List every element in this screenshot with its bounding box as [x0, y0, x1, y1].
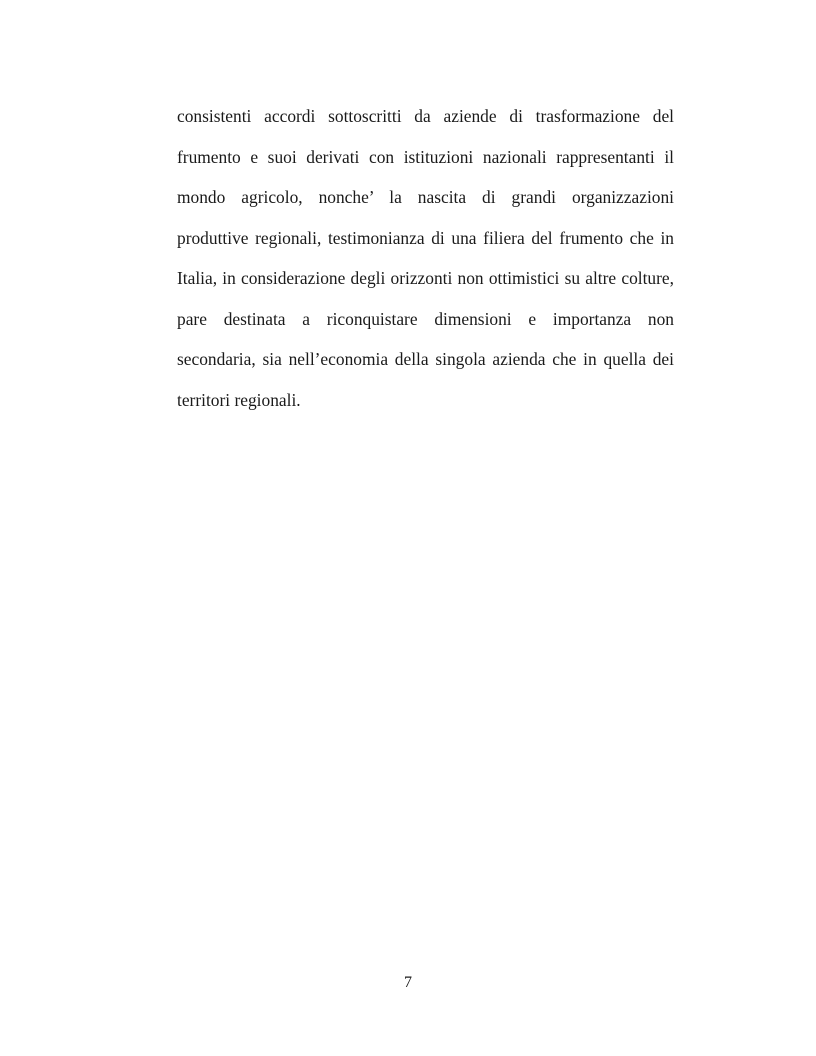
page-number: 7 [404, 974, 412, 991]
paragraph-line: pare destinata a riconquistare dimensioni e importanza non [177, 308, 674, 329]
paragraph-line: mondo agricolo, nonche’ la nascita di grandi organizzazioni [177, 187, 674, 207]
paragraph-line: produttive regionali, testimonianza di una filiera del frumento che in [177, 227, 674, 248]
body-paragraph [177, 100, 674, 424]
paragraph-line: secondaria, sia nell’economia della singola azienda che in quella dei [177, 349, 674, 369]
paragraph-line: Italia, in considerazione degli orizzonti non ottimistici su altre colture, [177, 268, 674, 288]
paragraph-line: frumento e suoi derivati con istituzioni nazionali rappresentanti il [177, 146, 674, 167]
paragraph-line: territori regionali. [177, 389, 301, 410]
paragraph-line: consistenti accordi sottoscritti da aziende di trasformazione del [177, 106, 674, 126]
